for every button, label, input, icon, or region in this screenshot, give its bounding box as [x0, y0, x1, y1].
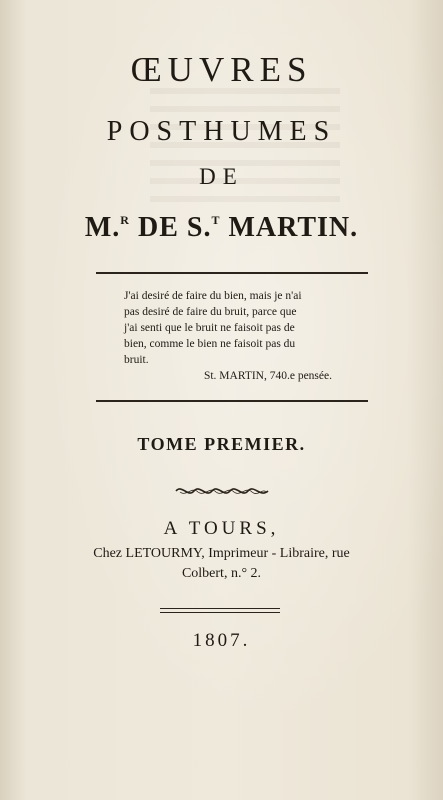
- imprint-address: Colbert, n.° 2.: [181, 566, 262, 581]
- epigraph-top-rule: [96, 272, 368, 274]
- title-author-martin: MARTIN.: [220, 212, 359, 243]
- imprint-city: A TOURS,: [163, 518, 280, 539]
- epigraph-bottom-rule: [96, 400, 368, 402]
- title-author-sup-r: R: [120, 213, 130, 227]
- imprint-printer: Chez LETOURMY, Imprimeur - Libraire, rue: [93, 546, 350, 561]
- publication-year: 1807.: [192, 630, 251, 651]
- title-author-sup-t: T: [211, 213, 221, 227]
- epigraph-line: J'ai desiré de faire du bien, mais je n'ai: [124, 290, 302, 302]
- double-rule: [160, 608, 280, 613]
- epigraph-attribution: St. MARTIN, 740.e pensée.: [203, 370, 332, 382]
- epigraph-line: bruit.: [124, 354, 149, 366]
- epigraph: [124, 288, 364, 384]
- title-author-m: M.: [84, 212, 121, 243]
- title-author: [0, 212, 443, 244]
- title-posthumes: POSTHUMES: [106, 116, 337, 147]
- epigraph-line: pas desiré de faire du bruit, parce que: [124, 306, 297, 318]
- show-through-text: [150, 88, 340, 208]
- volume-label: TOME PREMIER.: [137, 434, 306, 454]
- title-oeuvres: ŒUVRES: [130, 50, 313, 89]
- title-author-de-s: DE S.: [129, 212, 212, 243]
- epigraph-line: j'ai senti que le bruit ne faisoit pas de: [124, 322, 295, 334]
- epigraph-line: bien, comme le bien ne faisoit pas du: [124, 338, 296, 350]
- title-de: DE: [199, 164, 244, 189]
- ornament-divider: [172, 482, 272, 500]
